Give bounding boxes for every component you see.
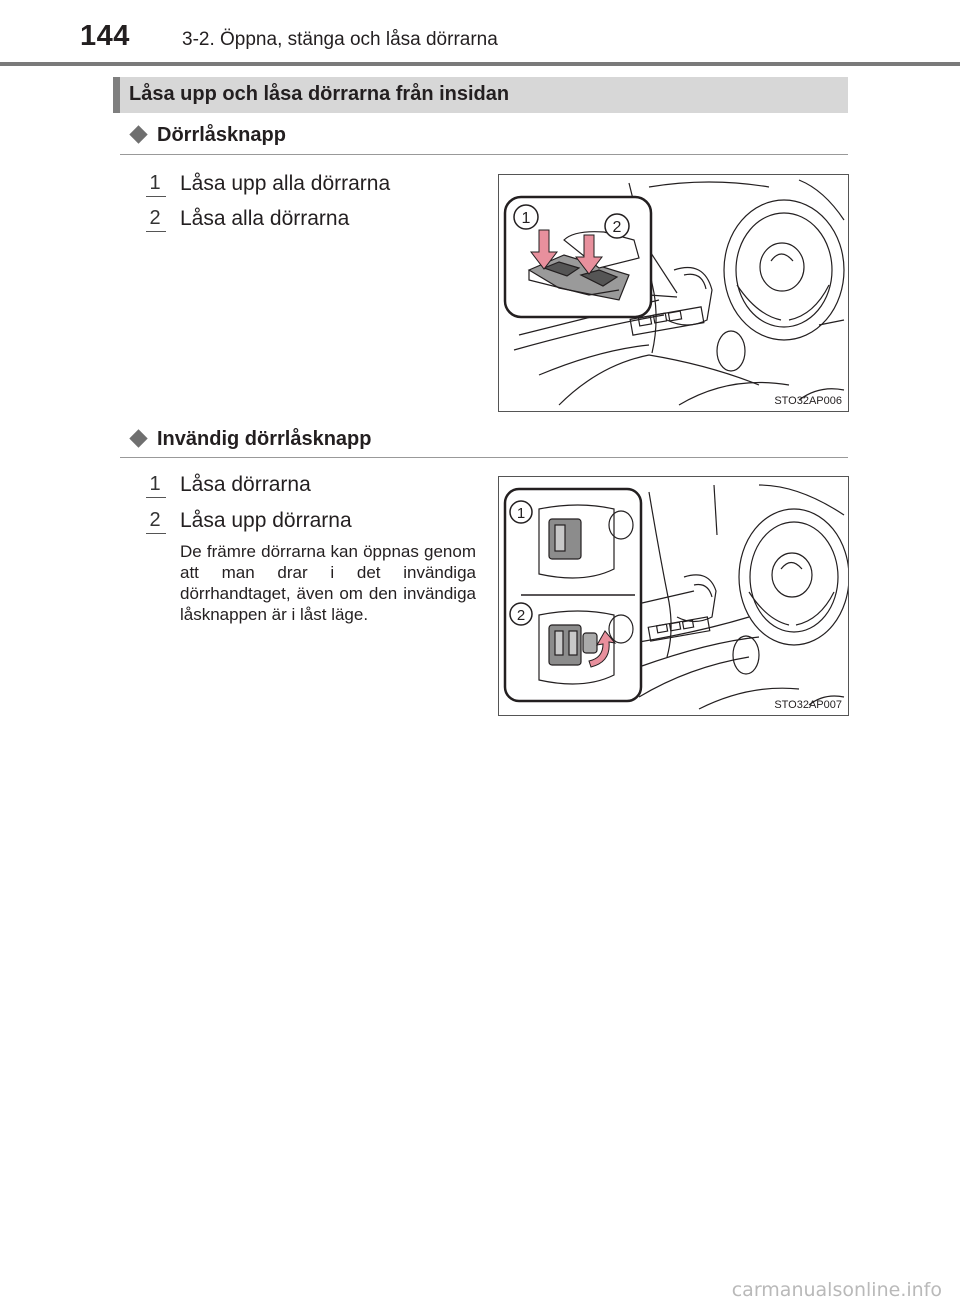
diamond-bullet-icon — [129, 430, 147, 448]
figure-door-lock-switch — [498, 174, 849, 412]
subsection-heading-text: Invändig dörrlåsknapp — [157, 428, 372, 450]
figure-callout: 2 — [612, 219, 622, 236]
figure-inside-lock-button — [498, 476, 849, 716]
figure-callout: 2 — [516, 607, 526, 624]
note-paragraph: De främre dörrarna kan öppnas genom att man drar i det invändiga dörrhandtaget, även om den invändiga låsknappen är i låst läge. — [180, 542, 476, 624]
page-number: 144 — [80, 20, 130, 52]
subsection-divider — [120, 154, 848, 155]
door-lock-switch-illustration — [499, 175, 848, 411]
step-label: Låsa dörrarna — [180, 473, 311, 496]
step-label: Låsa upp dörrarna — [180, 509, 352, 532]
site-watermark: carmanualsonline.info — [731, 1279, 942, 1301]
figure-callout: 1 — [521, 210, 531, 227]
figure-code: STO32AP007 — [774, 699, 842, 711]
figure-code: STO32AP006 — [774, 395, 842, 407]
step-number: 2 — [143, 509, 167, 532]
figure-callout: 1 — [516, 505, 526, 522]
step-label: Låsa upp alla dörrarna — [180, 172, 391, 195]
chapter-title: 3-2. Öppna, stänga och låsa dörrarna — [182, 29, 498, 50]
header-divider — [0, 62, 960, 66]
subsection-heading-inside-lock-button — [128, 428, 371, 451]
subsection-heading-door-lock-switch — [128, 124, 286, 147]
diamond-bullet-icon — [129, 126, 147, 144]
subsection-divider — [120, 457, 848, 458]
section-bar-accent — [113, 77, 120, 113]
step-number: 1 — [143, 172, 167, 195]
step-label: Låsa alla dörrarna — [180, 207, 350, 230]
section-title: Låsa upp och låsa dörrarna från insidan — [129, 83, 510, 105]
step-number: 1 — [143, 473, 167, 496]
section-title-bar — [113, 77, 848, 113]
inside-lock-button-illustration — [499, 477, 848, 715]
step-number: 2 — [143, 207, 167, 230]
subsection-heading-text: Dörrlåsknapp — [157, 124, 286, 146]
